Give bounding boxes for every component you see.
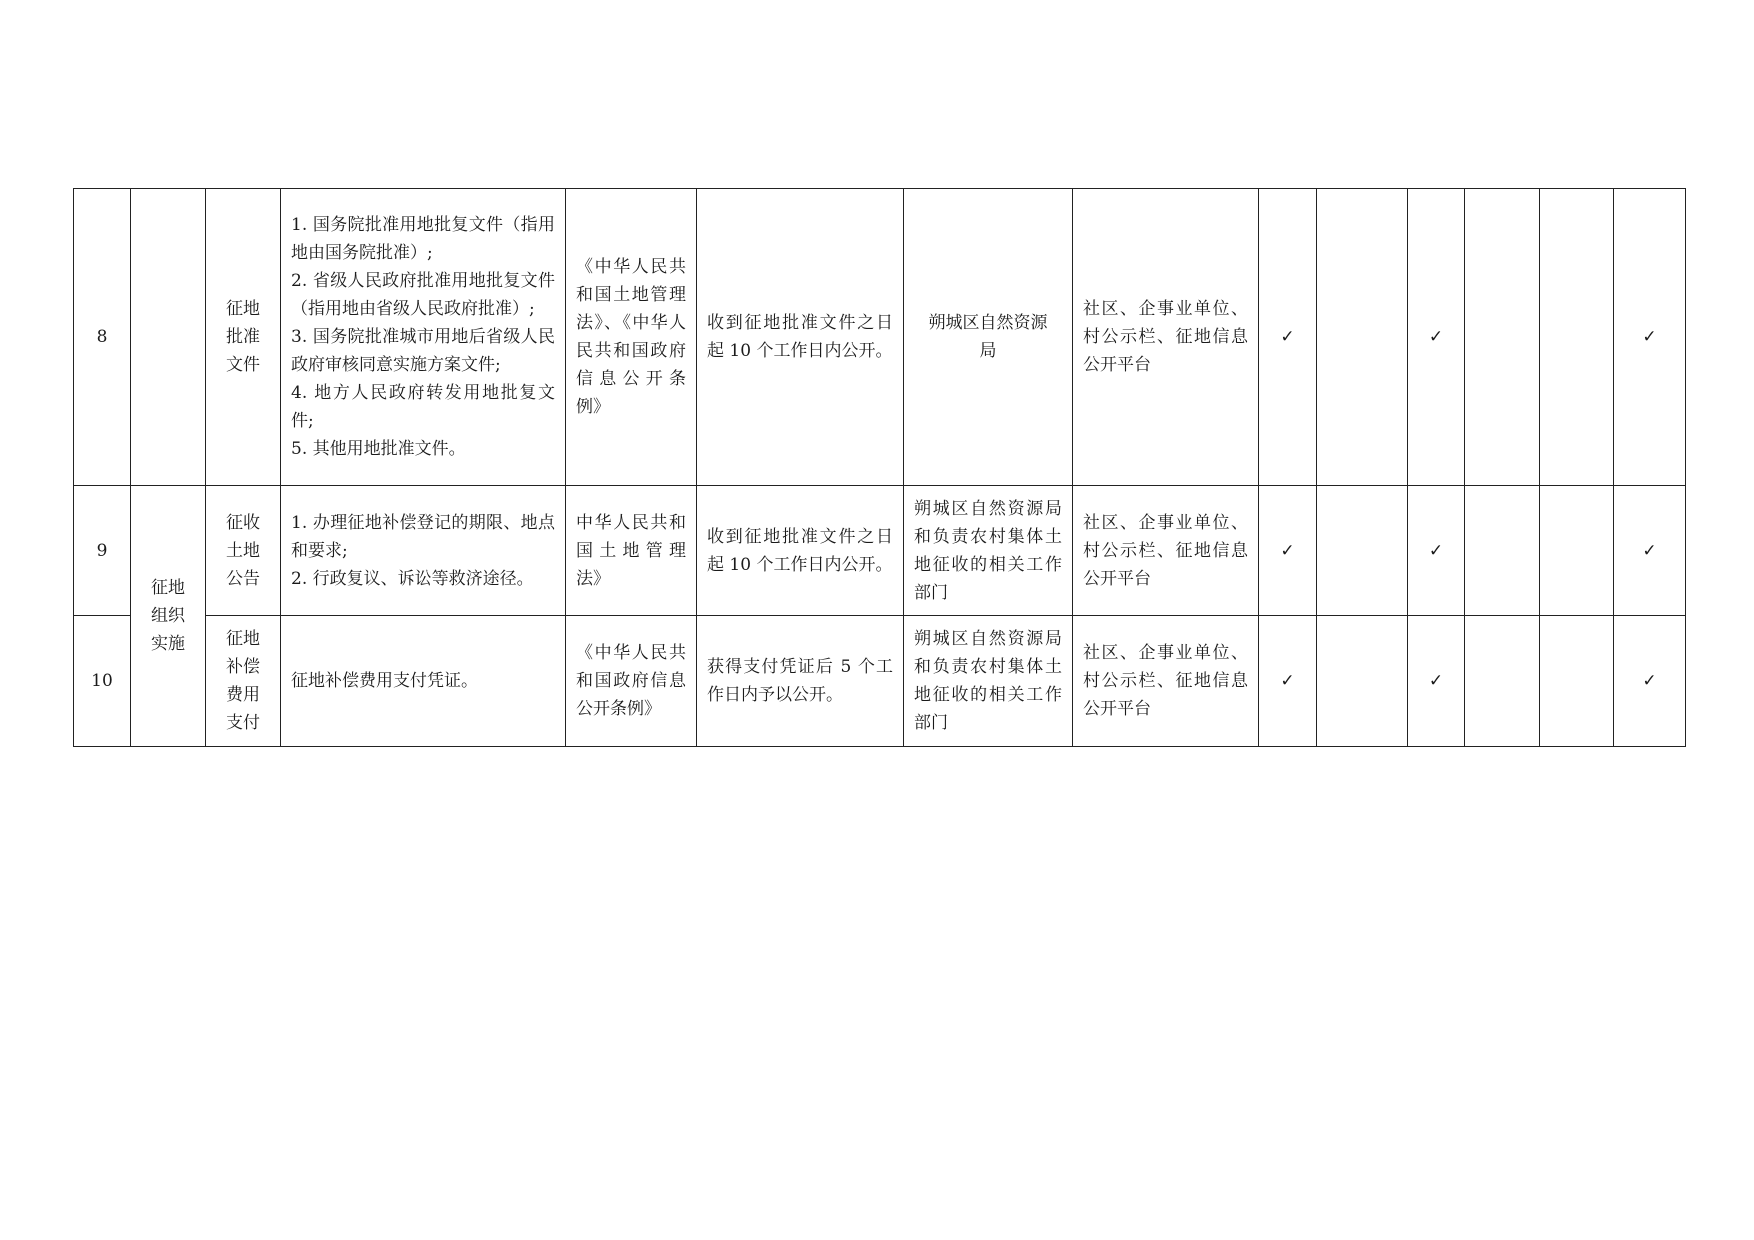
check-mark: ✓ xyxy=(1614,616,1686,747)
check-mark xyxy=(1540,189,1614,486)
content-line: 2. 行政复议、诉讼等救济途径。 xyxy=(291,568,534,589)
content-line: 1. 办理征地补偿登记的期限、地点和要求; xyxy=(291,512,555,561)
content-line: 3. 国务院批准城市用地后省级人民政府审核同意实施方案文件; xyxy=(291,327,555,375)
check-mark xyxy=(1540,616,1614,747)
check-mark xyxy=(1465,486,1540,616)
subject-cell: 朔城区自然资源局 xyxy=(904,189,1073,486)
check-mark xyxy=(1465,189,1540,486)
check-mark: ✓ xyxy=(1259,486,1317,616)
check-mark xyxy=(1317,486,1408,616)
group-label: 征地组织实施 xyxy=(131,486,206,747)
item-name: 征地批准文件 xyxy=(206,189,281,486)
channel-cell: 社区、企事业单位、村公示栏、征地信息公开平台 xyxy=(1073,189,1259,486)
basis-cell: 《中华人民共和国土地管理法》、《中华人民共和国政府信息公开条例》 xyxy=(566,189,697,486)
check-mark: ✓ xyxy=(1408,616,1465,747)
content-line: 2. 省级人民政府批准用地批复文件（指用地由省级人民政府批准）; xyxy=(291,271,555,319)
item-name: 征收土地公告 xyxy=(206,486,281,616)
row-number: 9 xyxy=(74,486,131,616)
basis-cell: 中华人民共和国土地管理法》 xyxy=(566,486,697,616)
table-row xyxy=(74,486,1686,616)
group-cell-empty xyxy=(131,189,206,486)
check-mark: ✓ xyxy=(1259,189,1317,486)
check-mark xyxy=(1317,616,1408,747)
check-mark: ✓ xyxy=(1259,616,1317,747)
row-number: 8 xyxy=(74,189,131,486)
check-mark xyxy=(1540,486,1614,616)
channel-cell: 社区、企事业单位、村公示栏、征地信息公开平台 xyxy=(1073,616,1259,747)
content-line: 5. 其他用地批准文件。 xyxy=(291,439,466,459)
table-row xyxy=(74,616,1686,747)
time-limit-cell: 收到征地批准文件之日起 10 个工作日内公开。 xyxy=(697,486,904,616)
content-cell xyxy=(281,616,566,747)
basis-cell: 《中华人民共和国政府信息公开条例》 xyxy=(566,616,697,747)
row-number: 10 xyxy=(74,616,131,747)
content-line: 征地补偿费用支付凭证。 xyxy=(291,671,478,691)
subject-cell: 朔城区自然资源局和负责农村集体土地征收的相关工作部门 xyxy=(904,616,1073,747)
disclosure-table xyxy=(73,188,1686,747)
content-line: 4. 地方人民政府转发用地批复文件; xyxy=(291,383,555,431)
check-mark: ✓ xyxy=(1614,189,1686,486)
subject-cell: 朔城区自然资源局和负责农村集体土地征收的相关工作部门 xyxy=(904,486,1073,616)
content-line: 1. 国务院批准用地批复文件（指用地由国务院批准）; xyxy=(291,215,555,263)
check-mark xyxy=(1465,616,1540,747)
content-cell xyxy=(281,486,566,616)
channel-cell: 社区、企事业单位、村公示栏、征地信息公开平台 xyxy=(1073,486,1259,616)
check-mark: ✓ xyxy=(1614,486,1686,616)
check-mark: ✓ xyxy=(1408,486,1465,616)
content-cell xyxy=(281,189,566,486)
time-limit-cell: 获得支付凭证后 5 个工作日内予以公开。 xyxy=(697,616,904,747)
check-mark: ✓ xyxy=(1408,189,1465,486)
item-name: 征地补偿费用支付 xyxy=(206,616,281,747)
time-limit-cell: 收到征地批准文件之日起 10 个工作日内公开。 xyxy=(697,189,904,486)
check-mark xyxy=(1317,189,1408,486)
table-row xyxy=(74,189,1686,486)
